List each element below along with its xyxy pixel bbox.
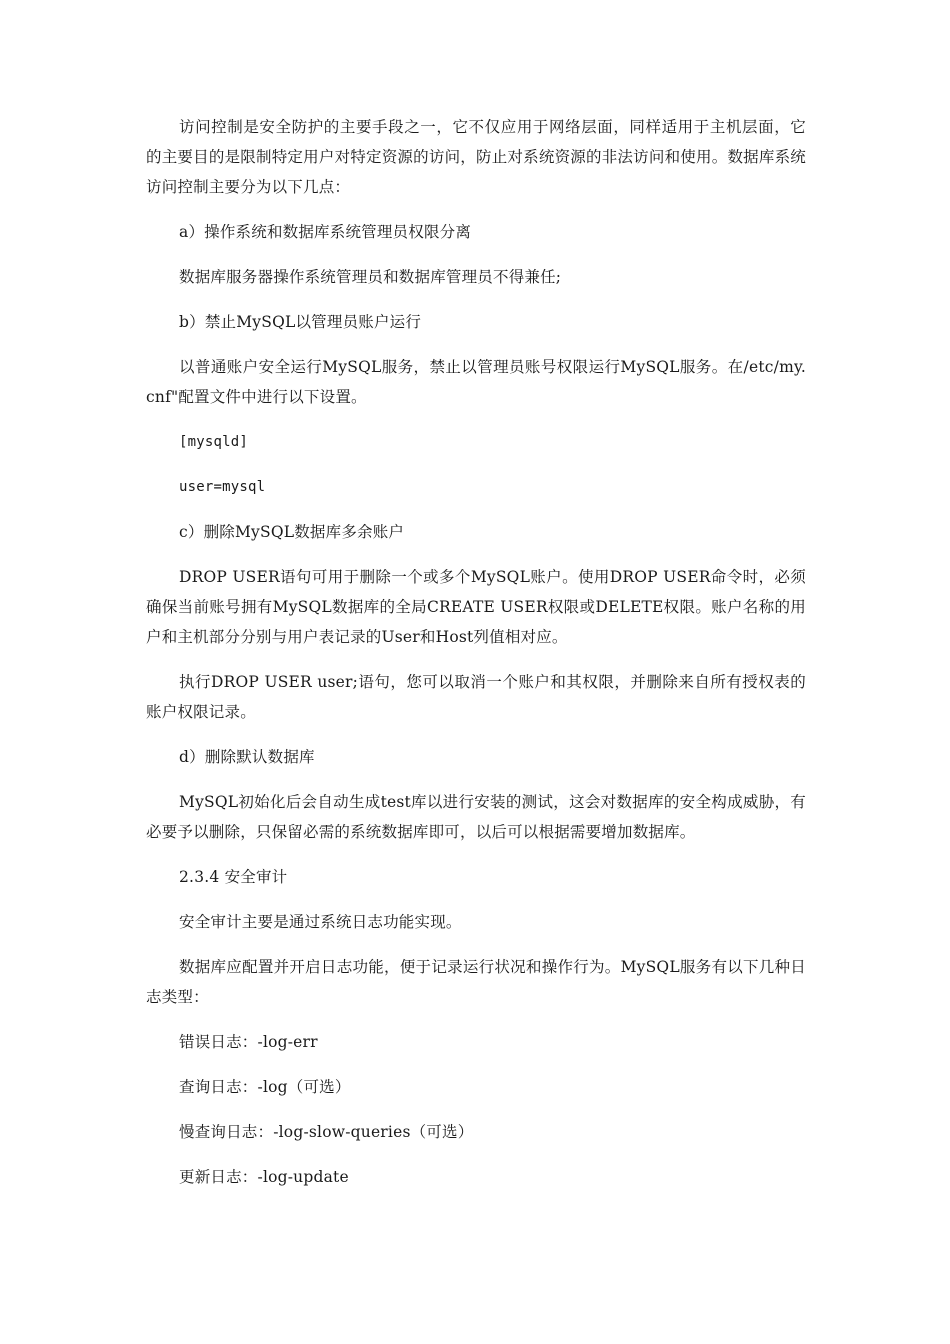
- audit-log-config: 数据库应配置并开启日志功能，便于记录运行状况和操作行为。MySQL服务有以下几种日志类型：: [146, 958, 806, 1006]
- audit-intro: 安全审计主要是通过系统日志功能实现。: [179, 913, 462, 931]
- item-c-body: DROP USER语句可用于删除一个或多个MySQL账户。使用DROP USER命令时，必须确保当前账号拥有MySQL数据库的全局CREATE USER权限或DELETE权限。账户名称的用户和主机部分分别与用户表记录的User和Host列值相对应。: [146, 568, 806, 646]
- paragraph-access-control-intro: 访问控制是安全防护的主要手段之一，它不仅应用于网络层面，同样适用于主机层面，它的主要目的是限制特定用户对特定资源的访问，防止对系统资源的非法访问和使用。数据库系统访问控制主要分为以下几点：: [146, 118, 806, 196]
- item-d-body: MySQL初始化后会自动生成test库以进行安装的测试，这会对数据库的安全构成威胁，有必要予以删除，只保留必需的系统数据库即可，以后可以根据需要增加数据库。: [146, 793, 806, 841]
- log-type-query: 查询日志：-log（可选）: [179, 1078, 351, 1096]
- item-b-heading: b）禁止MySQL以管理员账户运行: [179, 313, 422, 331]
- document-page: [146, 112, 806, 1192]
- section-heading-security-audit: 2.3.4 安全审计: [179, 868, 288, 886]
- log-type-error: 错误日志：-log-err: [179, 1033, 318, 1051]
- item-c-body-2: 执行DROP USER user;语句，您可以取消一个账户和其权限，并删除来自所有授权表的账户权限记录。: [146, 673, 806, 721]
- item-b-body: 以普通账户安全运行MySQL服务，禁止以管理员账号权限运行MySQL服务。在/etc/my.cnf"配置文件中进行以下设置。: [146, 358, 806, 406]
- item-a-heading: a）操作系统和数据库系统管理员权限分离: [179, 223, 472, 241]
- item-c-heading: c）删除MySQL数据库多余账户: [179, 523, 405, 541]
- config-section-line: [mysqld]: [179, 434, 249, 450]
- config-user-line: user=mysql: [179, 479, 266, 495]
- item-d-heading: d）删除默认数据库: [179, 748, 315, 766]
- log-type-update: 更新日志：-log-update: [179, 1168, 349, 1186]
- log-type-slow-query: 慢查询日志：-log-slow-queries（可选）: [179, 1123, 474, 1141]
- item-a-body: 数据库服务器操作系统管理员和数据库管理员不得兼任;: [179, 268, 562, 286]
